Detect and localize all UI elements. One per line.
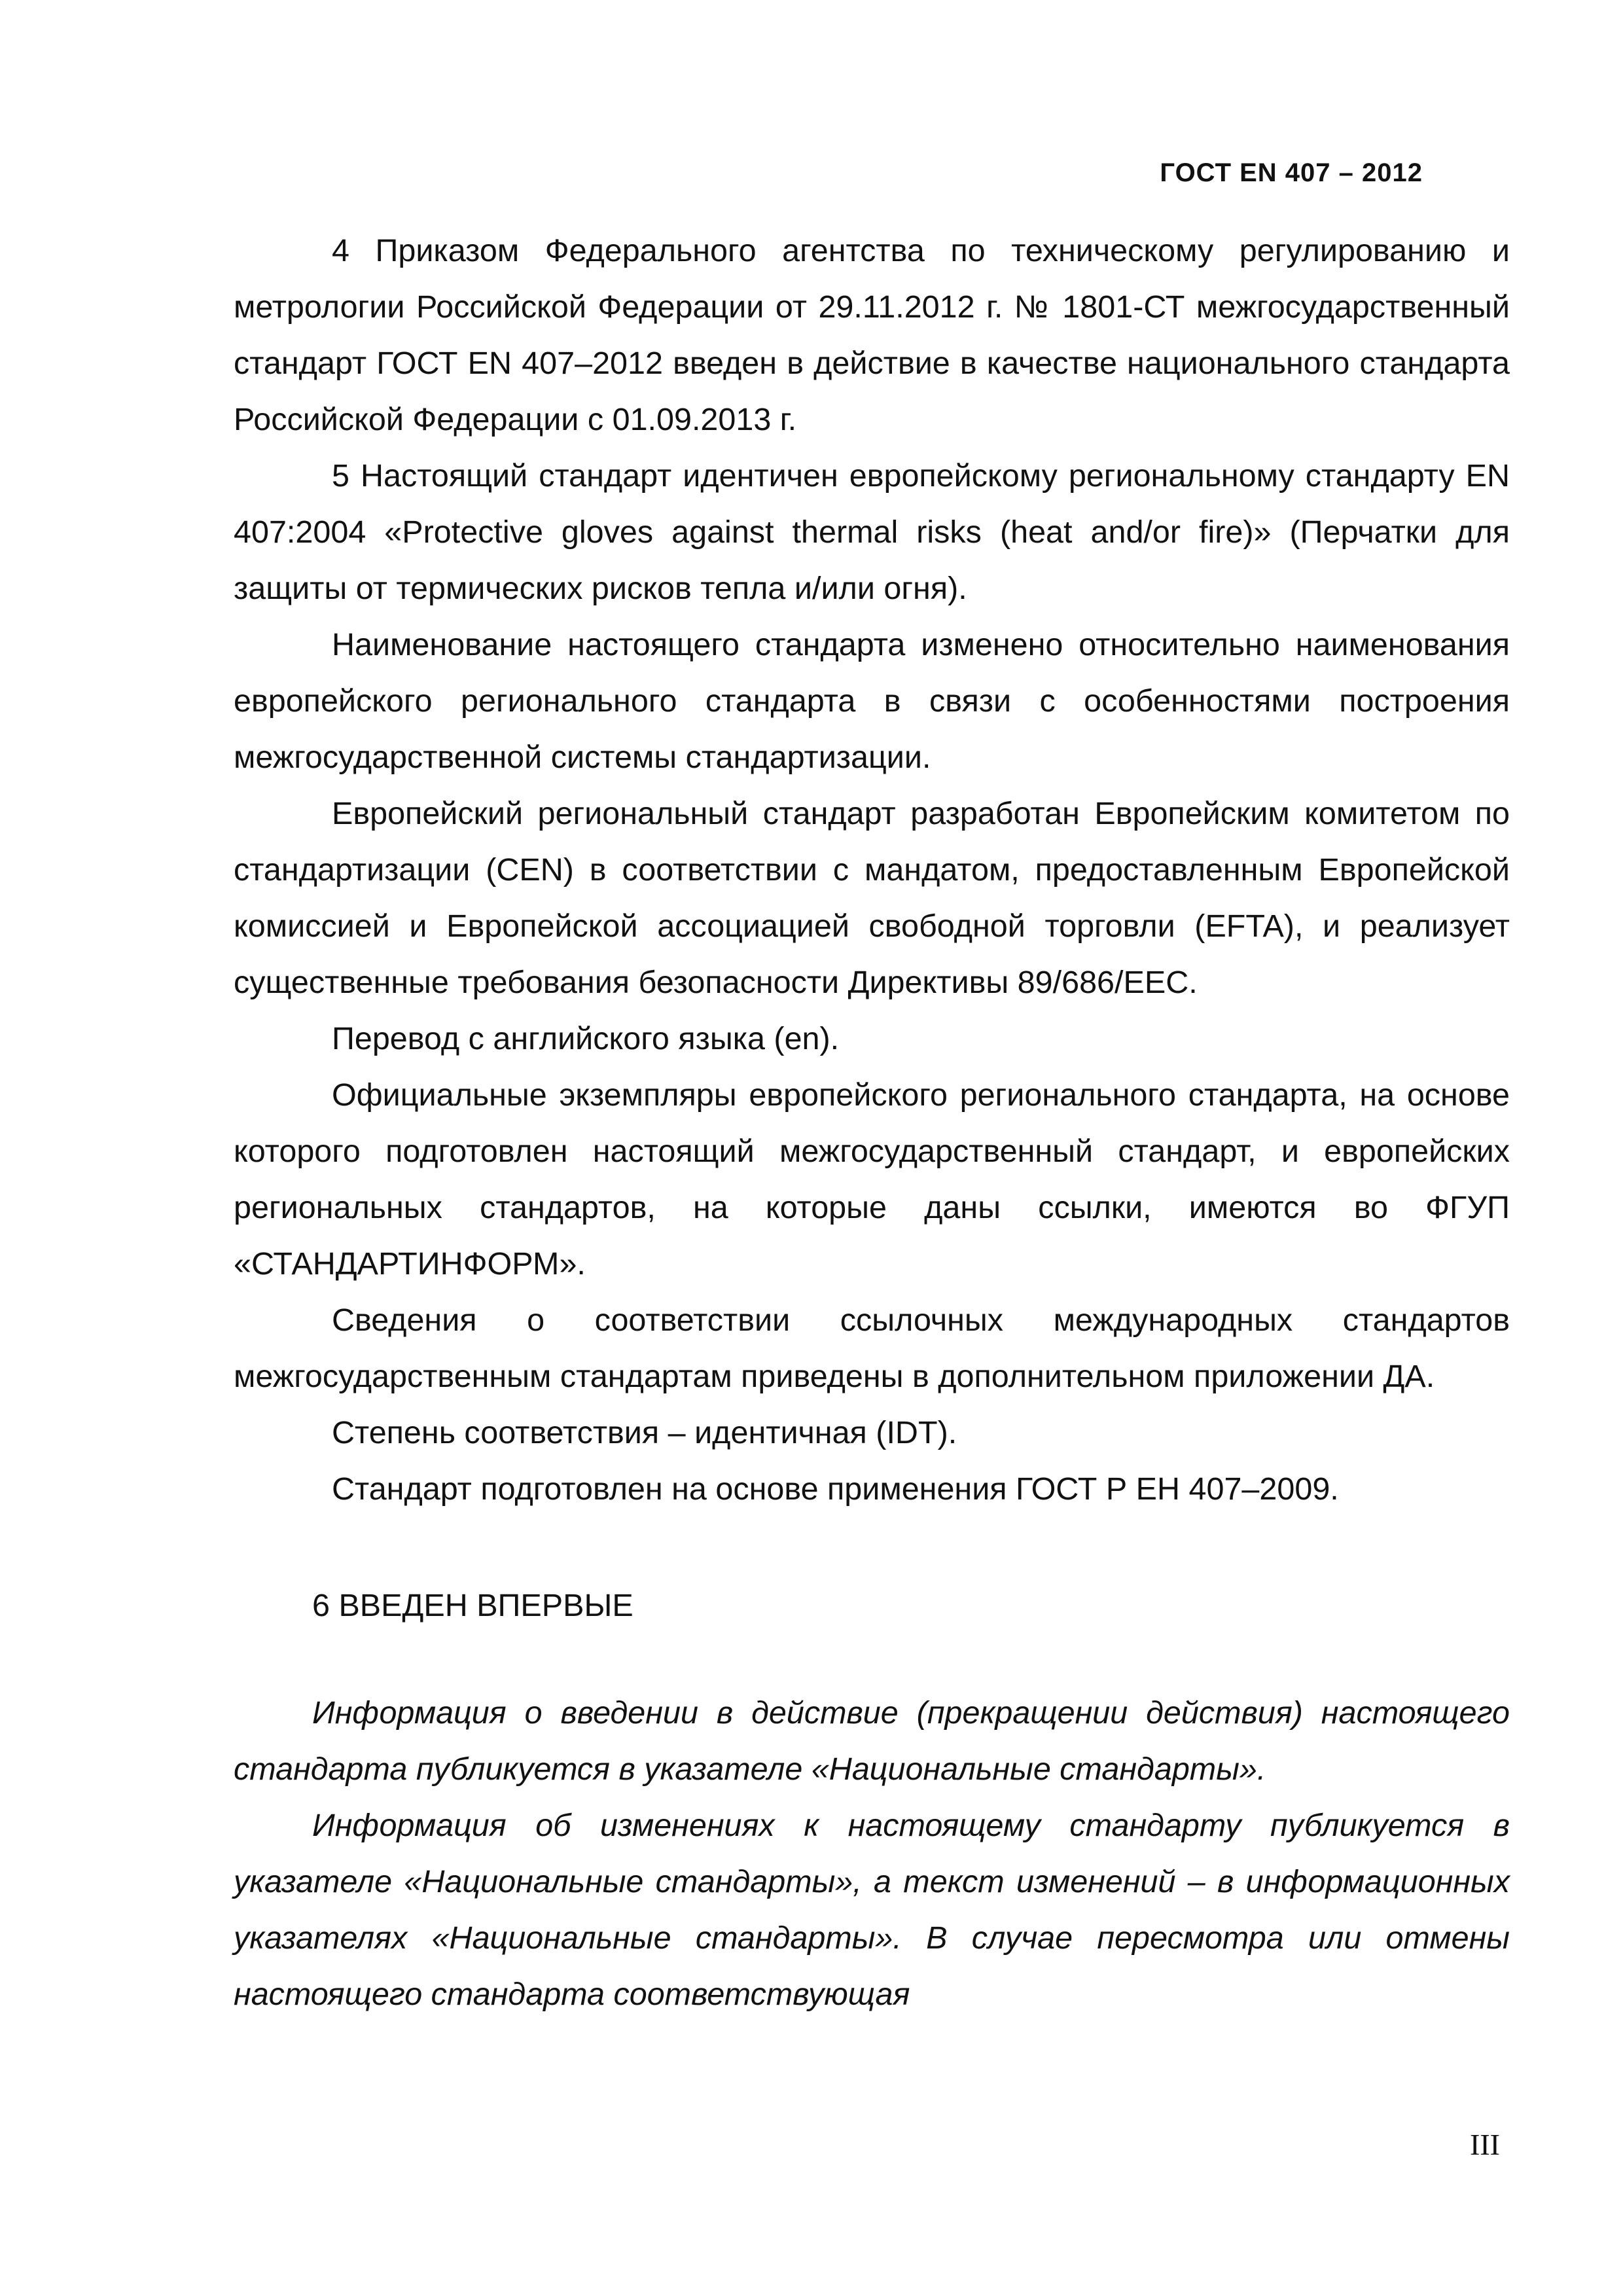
paragraph-prepared-basis: Стандарт подготовлен на основе применения ГОСТ Р ЕН 407–2009. (332, 1471, 1339, 1507)
paragraph-degree-conformity: Степень соответствия – идентичная (IDT). (332, 1415, 957, 1450)
paragraph-reference-standards: Сведения о соответствии ссылочных международных стандартов межгосударственным стандартам приведены в дополнительном приложении ДА. (234, 1302, 1510, 1394)
section-6-heading: 6 ВВЕДЕН ВПЕРВЫЕ (312, 1588, 633, 1623)
document-code-header: ГОСТ EN 407 – 2012 (1160, 158, 1423, 187)
spacer (234, 1517, 1510, 1577)
paragraph-identical-standard: 5 Настоящий стандарт идентичен европейскому региональному стандарту EN 407:2004 «Protective gloves against thermal risks (heat and/or fire)» (Перчатки для защиты от термических рисков тепла и/или огня). (234, 458, 1510, 606)
paragraph-name-change: Наименование настоящего стандарта изменено относительно наименования европейского регионального стандарта в связи с особенностями построения межгосударственной системы стандартизации. (234, 627, 1510, 775)
page-number: III (1470, 2128, 1500, 2161)
info-enactment-notice: Информация о введении в действие (прекращении действия) настоящего стандарта публикуется в указателе «Национальные стандарты». (234, 1695, 1510, 1787)
spacer (234, 1634, 1510, 1685)
paragraph-official-copies: Официальные экземпляры европейского регионального стандарта, на основе которого подготовлен настоящий межгосударственный стандарт, и европейских региональных стандартов, на которые даны ссылки, имеются во ФГУП «СТАНДАРТИНФОРМ». (234, 1077, 1510, 1282)
document-body (234, 223, 1510, 2022)
info-changes-notice: Информация об изменениях к настоящему стандарту публикуется в указателе «Национальные стандарты», а текст изменений – в информационных указателях «Национальные стандарты». В случае пересмотра или отмены настоящего стандарта соответствующая (234, 1808, 1510, 2012)
paragraph-order-enactment: 4 Приказом Федерального агентства по техническому регулированию и метрологии Российской Федерации от 29.11.2012 г. № 1801-СТ межгосударственный стандарт ГОСТ EN 407–2012 введен в действие в качестве национального стандарта Российской Федерации с 01.09.2013 г. (234, 233, 1510, 437)
paragraph-translation: Перевод с английского языка (en). (332, 1021, 840, 1056)
paragraph-cen-development: Европейский региональный стандарт разработан Европейским комитетом по стандартизации (CEN) в соответствии с мандатом, предоставленным Европейской комиссией и Европейской ассоциацией свободной торговли (EFTA), и реализует существенные требования безопасности Директивы 89/686/EEC. (234, 796, 1510, 1000)
